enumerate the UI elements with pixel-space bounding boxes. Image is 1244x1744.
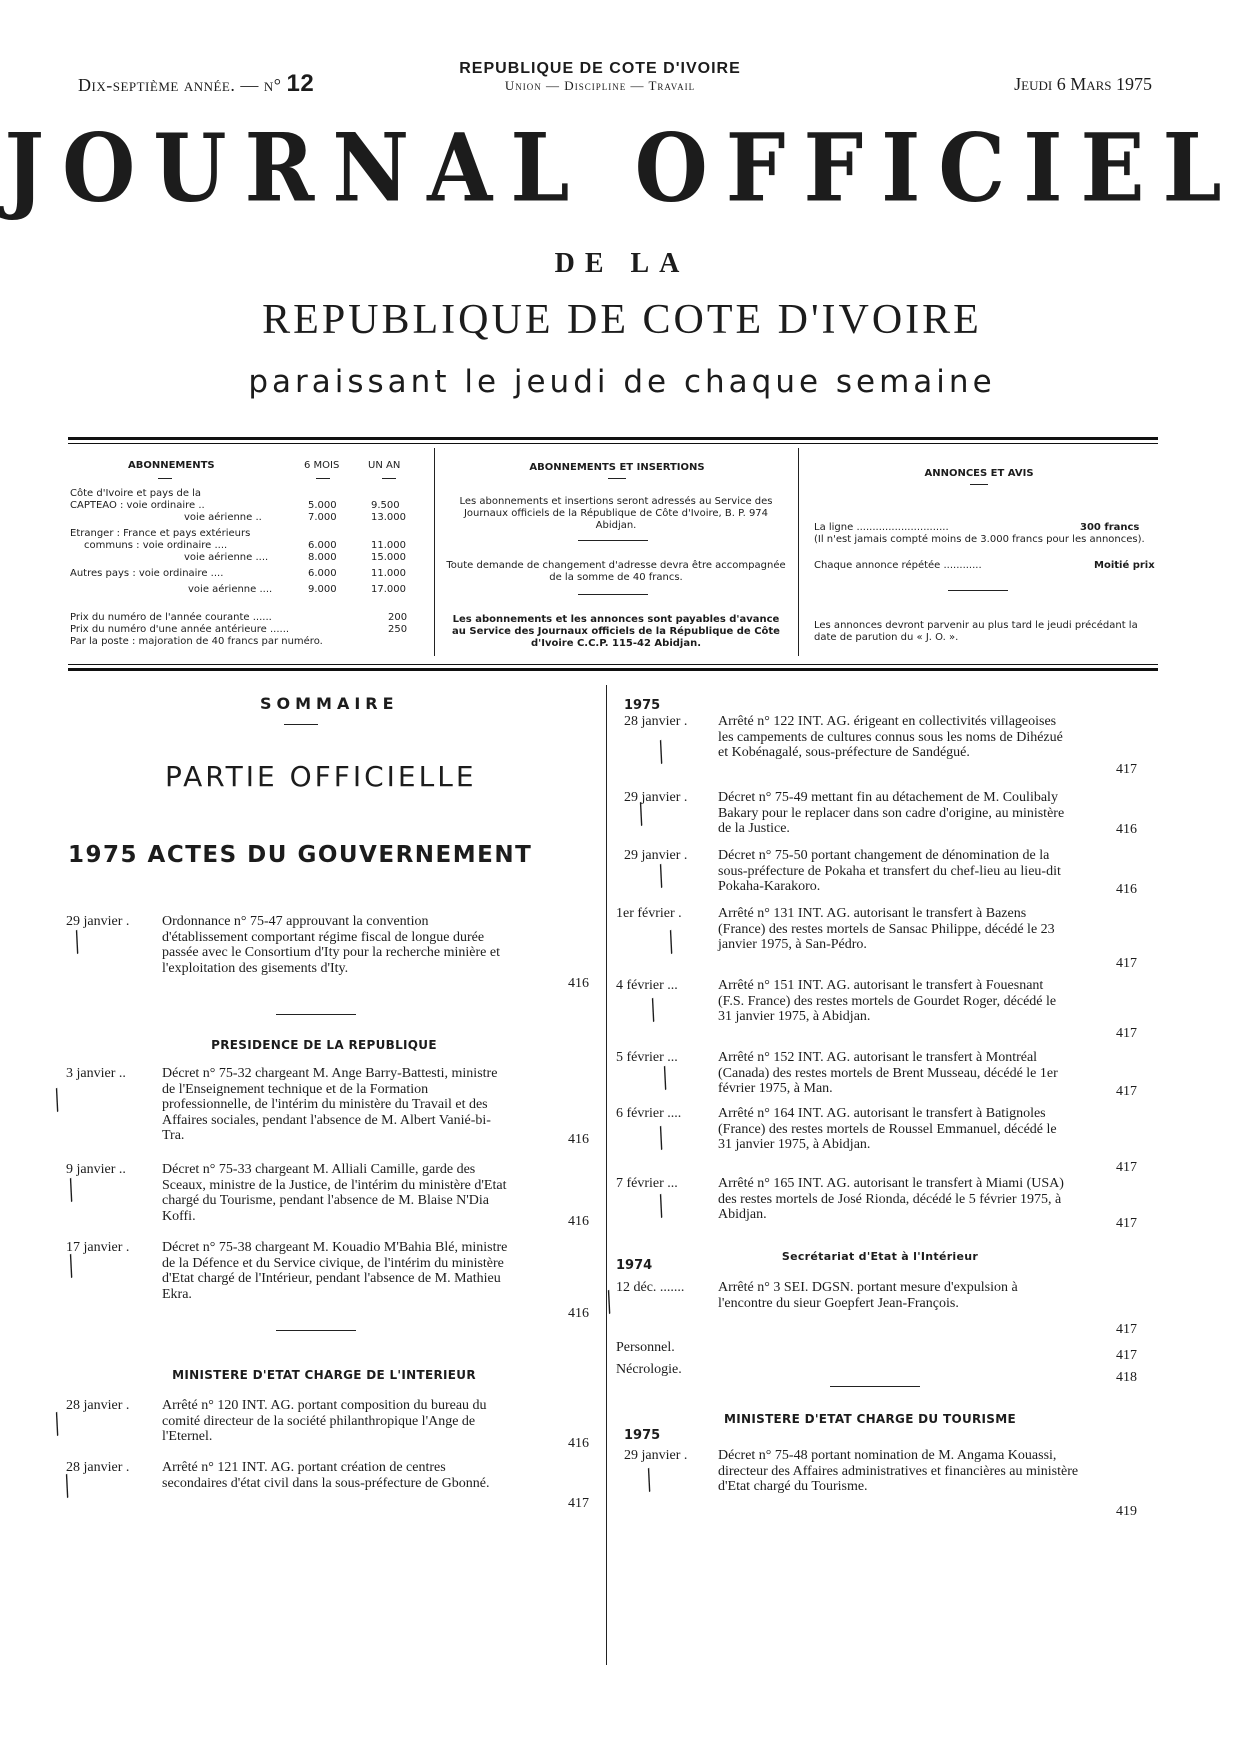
right-entry-4: 4 février ... Arrêté n° 151 INT. AG. autorisant le transfert à Fouesnant (F.S. France) des restes mortels de Gourdet Roger, décédé le 31 janvier 1975, à Abidjan. 417 — [616, 978, 1137, 1041]
check-mark-icon: ╱ — [639, 1468, 659, 1492]
annonces-head: ANNONCES ET AVIS — [924, 468, 1034, 479]
right-entry-tourisme: 29 janvier . Décret n° 75-48 portant nomination de M. Angama Kouassi, directeur des Affaires administratives et financières au ministère d'Etat chargé du Tourisme. 419 — [624, 1448, 1137, 1519]
annonces-ligne-val: 300 francs — [1080, 522, 1140, 533]
entry-date: 29 janvier . — [66, 914, 130, 929]
annonces-repetee: Chaque annonce répétée ............ — [814, 560, 982, 571]
right-entry-6: 6 février .... Arrêté n° 164 INT. AG. autorisant le transfert à Batignoles (France) des restes mortels de Roussel Emmanuel, décédé le 31 janvier 1975, à Abidjan. 417 — [616, 1106, 1137, 1175]
bottom-rule — [68, 668, 1158, 671]
section-interieur: MINISTERE D'ETAT CHARGE DE L'INTERIEUR — [172, 1368, 476, 1382]
motto: Union — Discipline — Travail — [504, 78, 696, 93]
check-mark-icon: ╱ — [47, 1412, 67, 1436]
insertions-p2: Toute demande de changement d'adresse devra être accompagnée de la somme de 40 francs. — [446, 560, 786, 583]
insertions-p3: Les abonnements et les annonces sont payables d'avance au Service des Journaux officiels de la République de Côte d'Ivoire C.C.P. 115-42 Abidjan. — [452, 614, 780, 649]
annonces-note: (Il n'est jamais compté moins de 3.000 francs pour les annonces). — [814, 534, 1145, 545]
abo-price-2-6m: 7.000 — [308, 512, 337, 523]
prix-row-2: Par la poste : majoration de 40 francs par numéro. — [70, 636, 323, 647]
right-entry-0: 28 janvier . Arrêté n° 122 INT. AG. érigeant en collectivités villageoises les campements de cultures connus sous les noms de Dihézué et Kobénagalé, sous-préfecture de Sandégué. 417 — [624, 714, 1137, 777]
right-entry-1: 29 janvier . Décret n° 75-49 mettant fin au détachement de M. Coulibaly Bakary pour le replacer dans son cadre d'origine, au ministère de la Justice. 416 — [624, 790, 1137, 837]
left-entry-0 — [66, 914, 589, 1004]
partie-officielle: PARTIE OFFICIELLE — [165, 760, 477, 793]
right-entry-3: 1er février . Arrêté n° 131 INT. AG. autorisant le transfert à Bazens (France) des restes mortels de Sansac Philippe, décédé le 23 janvier 1975, à San-Pédro. 417 — [616, 906, 1137, 971]
year-1975-b: 1975 — [624, 1428, 661, 1443]
abo-row-1: CAPTEAO : voie ordinaire .. — [70, 500, 205, 511]
abo-price-7-an: 17.000 — [371, 584, 406, 595]
check-mark-icon: ╱ — [651, 1126, 671, 1150]
abo-row-5: voie aérienne .... — [184, 552, 269, 563]
entry-page: 416 — [568, 976, 589, 991]
check-mark-icon: ╱ — [599, 1290, 619, 1314]
left-entry-4: 28 janvier . Arrêté n° 120 INT. AG. portant composition du bureau du comité directeur de la société philanthropique l'Ange de l'Eternel. 416 — [66, 1398, 589, 1451]
necrologie-line: Nécrologie. 418 — [616, 1362, 1137, 1385]
title-republique: REPUBLIQUE DE COTE D'IVOIRE — [262, 297, 982, 343]
annonces-repetee-val: Moitié prix — [1094, 560, 1155, 571]
abo-price-6-6m: 6.000 — [308, 568, 337, 579]
right-entry-5: 5 février ... Arrêté n° 152 INT. AG. autorisant le transfert à Montréal (Canada) des restes mortels de Brent Musseau, décédé le 1er février 1975, à Man. 417 — [616, 1050, 1137, 1099]
check-mark-icon: ╱ — [643, 998, 663, 1022]
abo-price-6-an: 11.000 — [371, 568, 406, 579]
actes-heading: 1975 ACTES DU GOUVERNEMENT — [68, 842, 533, 868]
check-mark-icon: ╱ — [651, 864, 671, 888]
check-mark-icon: ╱ — [57, 1474, 77, 1498]
check-mark-icon: ╱ — [47, 1088, 67, 1112]
check-mark-icon: ╱ — [655, 1066, 675, 1090]
title-de-la: DE LA — [554, 248, 690, 279]
year-1974: 1974 — [616, 1258, 653, 1273]
section-presidence: PRESIDENCE DE LA REPUBLIQUE — [211, 1038, 437, 1052]
check-mark-icon: ╱ — [61, 1254, 81, 1278]
left-entry-5: 28 janvier . Arrêté n° 121 INT. AG. portant création de centres secondaires d'état civil dans la sous-préfecture de Gbonné. 417 — [66, 1460, 589, 1511]
publication-frequency: paraissant le jeudi de chaque semaine — [248, 364, 996, 400]
prix-val-1: 250 — [388, 624, 408, 635]
abo-price-5-an: 15.000 — [371, 552, 406, 563]
left-entry-1: 3 janvier .. Décret n° 75-32 chargeant M. Ange Barry-Battesti, ministre de l'Enseignement technique et de la Formation professionnelle, de l'intérim du ministère du Travail et des Affaires sociales, pendant l'absence de M. Albert Vanié-bi-Tra. 416 — [66, 1066, 589, 1147]
abo-row-4: communs : voie ordinaire .... — [84, 540, 228, 551]
abo-row-2: voie aérienne .. — [184, 512, 262, 523]
republic-name: REPUBLIQUE DE COTE D'IVOIRE — [459, 60, 741, 77]
abo-price-2-an: 13.000 — [371, 512, 406, 523]
abo-price-5-6m: 8.000 — [308, 552, 337, 563]
prix-row-0: Prix du numéro de l'année courante ...... — [70, 612, 272, 623]
left-entry-3: 17 janvier . Décret n° 75-38 chargeant M. Kouadio M'Bahia Blé, ministre de la Défence et du Service civique, de l'intérim du ministère d'Etat chargé de l'Intérieur, pendant l'absence de M. Mathieu Ekra. 416 — [66, 1240, 589, 1321]
abo-price-4-an: 11.000 — [371, 540, 406, 551]
abo-price-1-an: 9.500 — [371, 500, 400, 511]
republic-heading — [400, 60, 800, 94]
entry-text: Ordonnance n° 75-47 approuvant la convention d'établissement comportant régime fiscal de longue durée passée avec le Consortium d'Ity pour la recherche minière et l'exploitation des gisements d'Ity. — [162, 914, 500, 976]
abo-price-7-6m: 9.000 — [308, 584, 337, 595]
col-un-an: UN AN — [368, 460, 401, 471]
left-entry-2: 9 janvier .. Décret n° 75-33 chargeant M. Alliali Camille, garde des Sceaux, ministre de la Justice, de l'intérim du ministère d'Etat chargé du Tourisme, pendant l'absence de M. Blaise N'Dia Koffi. 416 — [66, 1162, 589, 1229]
abo-price-1-6m: 5.000 — [308, 500, 337, 511]
abonnements-head: ABONNEMENTS — [128, 460, 215, 471]
abo-row-6: Autres pays : voie ordinaire .... — [70, 568, 224, 579]
annonces-ligne: La ligne ............................. — [814, 522, 949, 533]
check-mark-icon: ╱ — [631, 802, 651, 826]
check-mark-icon: ╱ — [661, 930, 681, 954]
journal-title: JOURNAL OFFICIEL — [4, 112, 1240, 223]
section-tourisme: MINISTERE D'ETAT CHARGE DU TOURISME — [724, 1412, 1016, 1426]
col-6mois: 6 MOIS — [304, 460, 340, 471]
sommaire-title: SOMMAIRE — [260, 694, 399, 713]
right-entry-2: 29 janvier . Décret n° 75-50 portant changement de dénomination de la sous-préfecture de Pokaha et transfert du chef-lieu au lieu-dit Pokaha-Karakoro. 416 — [624, 848, 1137, 897]
insertions-p1: Les abonnements et insertions seront adressés au Service des Journaux officiels de la République de Côte d'Ivoire, B. P. 974 Abidjan. — [459, 496, 773, 531]
year-1975: 1975 — [624, 698, 661, 713]
insertions-head: ABONNEMENTS ET INSERTIONS — [529, 462, 705, 473]
abo-row-3: Etranger : France et pays extérieurs — [70, 528, 251, 539]
annonces-delai: Les annonces devront parvenir au plus tard le jeudi précédant la date de parution du « J. O. ». — [814, 620, 1138, 643]
abo-price-4-6m: 6.000 — [308, 540, 337, 551]
prix-val-0: 200 — [388, 612, 408, 623]
edition-line: Dix-septième année. — n° 12 — [78, 70, 315, 97]
issue-number: 12 — [286, 70, 315, 97]
right-entry-dec: 12 déc. ....... Arrêté n° 3 SEI. DGSN. portant mesure d'expulsion à l'encontre du sieur Goepfert Jean-François. 417 — [616, 1280, 1137, 1337]
check-mark-icon: ╱ — [651, 740, 671, 764]
column-divider — [606, 685, 607, 1665]
box-divider-1 — [434, 448, 435, 656]
abo-row-0: Côte d'Ivoire et pays de la — [70, 488, 202, 499]
bottom-rule-thin — [68, 664, 1158, 665]
personnel-line: Personnel. 417 — [616, 1340, 1137, 1363]
check-mark-icon: ╱ — [61, 1178, 81, 1202]
box-divider-2 — [798, 448, 799, 656]
subscription-box — [68, 440, 1158, 660]
right-entry-7: 7 février ... Arrêté n° 165 INT. AG. autorisant le transfert à Miami (USA) des restes mortels de José Rionda, décédé le 5 février 1975, à Abidjan. 417 — [616, 1176, 1137, 1231]
check-mark-icon: ╱ — [651, 1194, 671, 1218]
check-mark-icon: ╱ — [67, 930, 87, 954]
abo-row-7: voie aérienne .... — [188, 584, 273, 595]
prix-row-1: Prix du numéro d'une année antérieure ...... — [70, 624, 290, 635]
issue-date: Jeudi 6 Mars 1975 — [1014, 74, 1152, 94]
section-secretariat: Secrétariat d'Etat à l'Intérieur — [781, 1250, 979, 1263]
